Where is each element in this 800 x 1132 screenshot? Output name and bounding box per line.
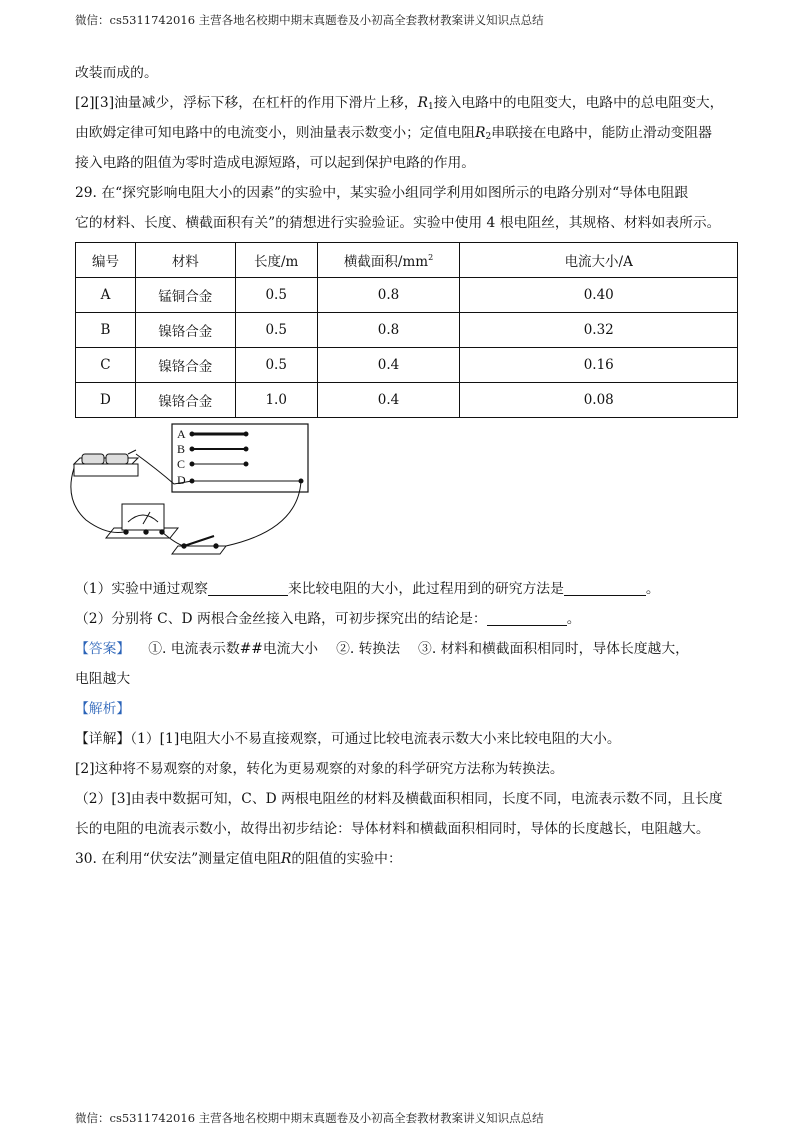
table-header-cell: 横截面积$/mm^2$ [317, 243, 460, 278]
detail-line-2: [2]这种将不易观察的对象，转化为更易观察的对象的科学研究方法称为转换法。 [75, 761, 564, 777]
answer-label: 【答案】 [75, 641, 131, 657]
prev-answer-line-4: 接入电路的阻值为零时造成电源短路，可以起到保护电路的作用。 [75, 155, 476, 171]
table-cell: C [76, 348, 136, 383]
table-cell: 0.08 [460, 383, 738, 418]
table-cell: 镍铬合金 [135, 313, 235, 348]
table-header-cell: 材料 [135, 243, 235, 278]
question-29-stem-1: 29. 在“探究影响电阻大小的因素”的实验中，某实验小组同学利用如图所示的电路分别对“导体电阻跟 [75, 185, 689, 201]
prev-answer-line-3: 由欧姆定律可知电路中的电流变小，则油量表示数变小；定值电阻$R_2$串联接在电路中，能防止滑动变阻器 [75, 125, 712, 142]
table-cell: 1.0 [235, 383, 317, 418]
table-cell: 0.4 [317, 383, 460, 418]
table-cell: 镍铬合金 [135, 348, 235, 383]
table-cell: 0.40 [460, 278, 738, 313]
table-header-cell: 编号 [76, 243, 136, 278]
table-header-cell: 电流大小/A [460, 243, 738, 278]
detail-line-1: 【详解】（1）[1]电阻大小不易直接观察，可通过比较电流表示数大小来比较电阻的大小。 [75, 731, 621, 747]
detail-line-4: 长的电阻的电流表示数小，故得出初步结论：导体材料和横截面积相同时，导体的长度越长，电阻越大。 [75, 821, 710, 837]
table-row [76, 348, 738, 383]
wire-label-d: D [177, 473, 186, 487]
answer-continuation: 电阻越大 [75, 671, 131, 687]
table-cell: A [76, 278, 136, 313]
answer-blank-1[interactable] [208, 581, 288, 596]
table-cell: 0.32 [460, 313, 738, 348]
answer-blank-2[interactable] [564, 581, 646, 596]
table-cell: 0.8 [317, 313, 460, 348]
table-row [76, 313, 738, 348]
table-cell: 0.5 [235, 313, 317, 348]
wire-label-a: A [177, 427, 186, 441]
resistance-wire-table [75, 242, 738, 418]
table-cell: B [76, 313, 136, 348]
table-cell: D [76, 383, 136, 418]
table-cell: 0.5 [235, 348, 317, 383]
table-header-cell: 长度/m [235, 243, 317, 278]
table-cell: 0.8 [317, 278, 460, 313]
page-footer: 微信：cs5311742016 主营各地名校期中期末真题卷及小初高全套教材教案讲义知识点总结 [75, 1111, 544, 1125]
table-cell: 0.4 [317, 348, 460, 383]
table-header-row [76, 243, 738, 278]
table-cell: 0.16 [460, 348, 738, 383]
table-cell: 锰铜合金 [135, 278, 235, 313]
prev-answer-line-1: 改装而成的。 [75, 65, 158, 81]
wire-label-c: C [177, 457, 186, 471]
answer-line: 【答案】 ①. 电流表示数##电流大小 ②. 转换法 ③. 材料和横截面积相同时，导体长度越大， [75, 641, 689, 657]
battery-icon [74, 450, 138, 476]
question-29-stem-2: 它的材料、长度、横截面积有关”的猜想进行实验验证。实验中使用 4 根电阻丝，其规格、材料如表所示。 [75, 215, 721, 231]
analysis-label: 【解析】 [75, 701, 131, 717]
detail-line-3: （2）[3]由表中数据可知，C、D 两根电阻丝的材料及横截面积相同，长度不同，电流表示数不同，且长度 [75, 791, 723, 807]
table-row [76, 383, 738, 418]
prev-answer-line-2: [2][3]油量减少，浮标下移，在杠杆的作用下滑片上移，$R_1$接入电路中的电阻变大，电路中的总电阻变大， [75, 95, 724, 112]
answer-blank-3[interactable] [487, 611, 567, 626]
circuit-diagram [66, 420, 326, 565]
table-cell: 镍铬合金 [135, 383, 235, 418]
page-header: 微信：cs5311742016 主营各地名校期中期末真题卷及小初高全套教材教案讲义知识点总结 [75, 13, 544, 27]
wire-label-b: B [177, 442, 186, 456]
subquestion-2: （2）分别将 C、D 两根合金丝接入电路，可初步探究出的结论是： 。 [75, 611, 581, 627]
table-row [76, 278, 738, 313]
subquestion-1: （1）实验中通过观察 来比较电阻的大小，此过程用到的研究方法是 。 [75, 581, 660, 597]
question-30-stem: 30. 在利用“伏安法”测量定值电阻R的阻值的实验中： [75, 851, 402, 867]
table-cell: 0.5 [235, 278, 317, 313]
